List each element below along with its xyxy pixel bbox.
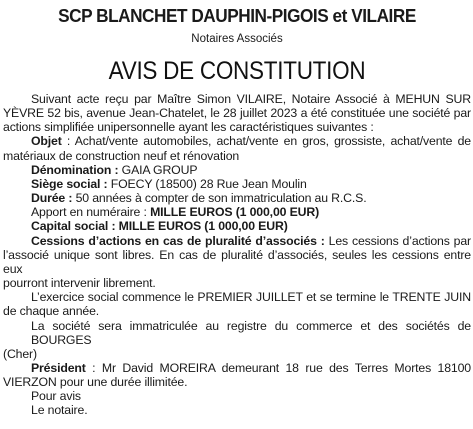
cessions-line-1: [3, 234, 471, 248]
duree-label: Durée :: [31, 191, 73, 206]
objet-text-1: : Achat/vente automobiles, achat/vente en gros, grossiste, achat/vente de: [61, 134, 471, 149]
president-text-1: : Mr David MOREIRA demeurant 18 rue des Terres Mortes 18100: [85, 360, 471, 375]
apport-line: [3, 205, 471, 219]
objet-paragraph: [3, 134, 471, 162]
president-paragraph: [3, 361, 471, 389]
cessions-line-3: pourront intervenir librement.: [3, 276, 156, 291]
denomination-line: [3, 163, 471, 177]
immatriculation-line-2: (Cher): [3, 346, 37, 361]
president-line-2: VIERZON pour une durée illimitée.: [3, 375, 188, 390]
president-line-1: [3, 361, 471, 375]
duree-value: 50 années à compter de son immatriculation au R.C.S.: [72, 191, 367, 206]
intro-line-1: Suivant acte reçu par Maître Simon VILAIRE, Notaire Associé à MEHUN SUR: [31, 92, 471, 106]
firm-name: SCP BLANCHET DAUPHIN-PIGOIS et VILAIRE: [58, 5, 416, 26]
cessions-label: Cessions d’actions en cas de pluralité d’associés :: [31, 233, 325, 248]
objet-line-2: matériaux de construction neuf et rénovation: [3, 148, 240, 163]
signatory: Le notaire.: [31, 403, 88, 418]
notice-title: AVIS DE CONSTITUTION: [108, 57, 366, 85]
duree-line: [3, 191, 471, 205]
objet-line-1: [3, 134, 471, 148]
cessions-line-2: l’associé unique sont libres. En cas de pluralité d’associés, seules les cessions entre eux: [3, 247, 471, 276]
intro-line-2: YÈVRE 52 bis, avenue Jean-Chatelet, le 28 juillet 2023 a été constituée une société par: [3, 106, 471, 121]
apport-value: MILLE EUROS (1 000,00 EUR): [150, 205, 320, 220]
siege-value: FOECY (18500) 28 Rue Jean Moulin: [107, 176, 307, 191]
immatriculation-line-1: La société sera immatriculée au registre du commerce et des sociétés de BOURGES: [31, 318, 471, 347]
capital-label: Capital social :: [31, 219, 119, 234]
cessions-text-1: Les cessions d’actions par: [324, 233, 472, 248]
siege-line: [3, 177, 471, 191]
firm-subtitle: Notaires Associés: [191, 33, 283, 45]
exercice-line-1: L’exercice social commence le PREMIER JUILLET et se termine le TRENTE JUIN: [31, 290, 471, 305]
pour-avis: Pour avis: [31, 389, 81, 404]
capital-value: MILLE EUROS (1 000,00 EUR): [118, 219, 288, 234]
president-label: Président: [31, 360, 86, 375]
exercice-line-2: de chaque année.: [3, 304, 100, 319]
notice-body: [3, 92, 471, 418]
intro-paragraph: [3, 92, 471, 134]
immatriculation-paragraph: [3, 319, 471, 361]
cessions-paragraph: [3, 234, 471, 291]
intro-line-3: actions simplifiée unipersonnelle ayant les caractéristiques suivantes :: [3, 120, 374, 135]
siege-label: Siège social :: [31, 176, 108, 191]
apport-label: Apport en numéraire :: [31, 205, 151, 220]
exercice-paragraph: [3, 290, 471, 318]
capital-line: [3, 219, 471, 233]
objet-label: Objet: [31, 134, 62, 149]
denomination-value: GAIA GROUP: [118, 162, 198, 177]
denomination-label: Dénomination :: [31, 162, 119, 177]
